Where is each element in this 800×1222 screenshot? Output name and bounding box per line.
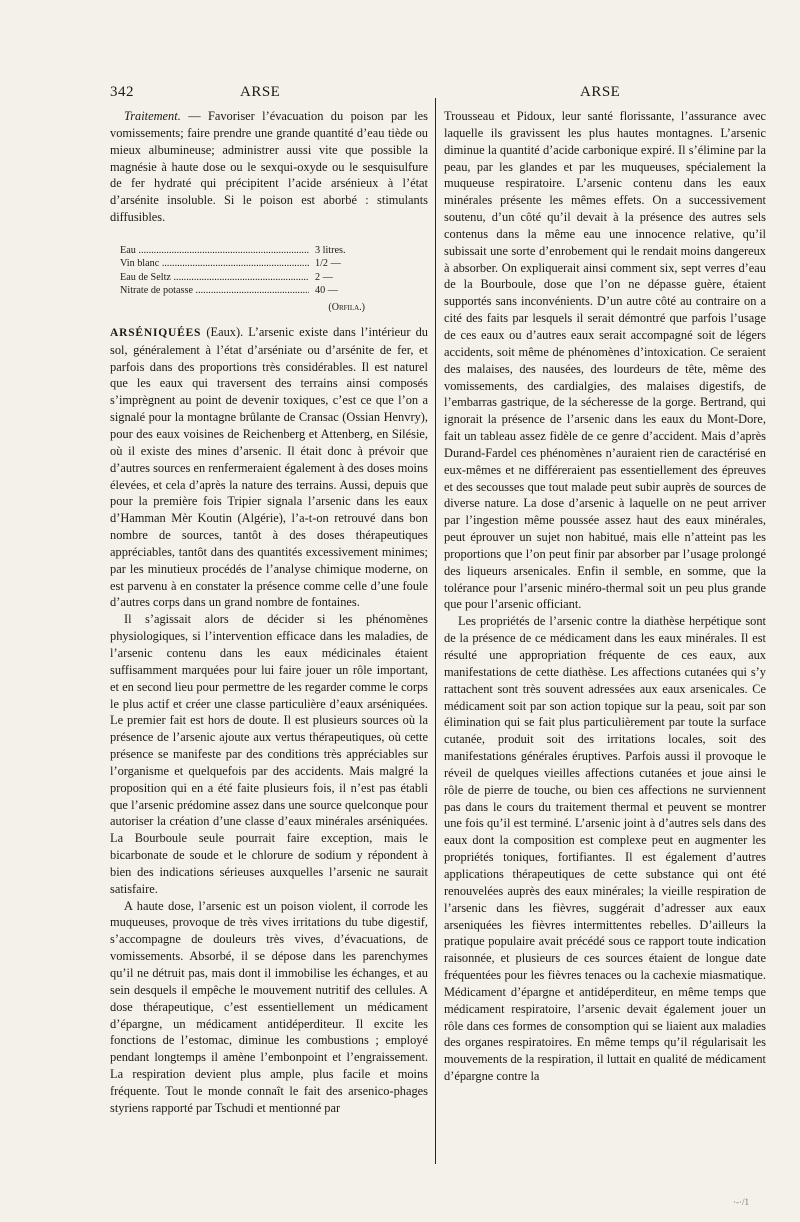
paragraph: A haute dose, l’arsenic est un poison violent, il corrode les muqueuses, provoque de très vives irritations du tube digestif, s’accompagne de douleurs très vives, d’évacuations, de vomissements. Absorbé, il se dépose dans les parenchymes qu’il ne détruit pas, mais dont il immobilise les échanges, et au sein desquels il empêche le mouvement nutritif des cellules. A dose thérapeutique, c’est essentiellement un médicament d’épargne, un médicament antidéperditeur. Il excite les fonctions de l’estomac, diminue les combustions ; employé pendant longtemps il amène l’embonpoint et l’engraissement. La respiration devient plus ample, plus facile et moins fréquente. Tout le monde connaît le fait des arsenico-phages styriens rapporté par Tschudi et mentionné par: [110, 898, 428, 1115]
recipe-quantity: 1/2 —: [315, 258, 341, 270]
running-head-right: ARSE: [580, 84, 621, 100]
right-column: [444, 108, 766, 1085]
recipe-quantity: 2 —: [315, 271, 333, 283]
left-column: [110, 108, 428, 1117]
treatment-text: — Favoriser l’évacuation du poison par les vomissements; faire prendre une grande quantité d’eau tiède ou mieux albumineuse; administrer aussi vite que possible la magnésie à haute dose ou le sexqui-oxyde ou le sesquisulfure de fer hydraté qui précipitent l’acide arsénieux à l’état d’arsénite insoluble. Si le poison est aborbé : stimulants diffusibles.: [110, 109, 428, 225]
treatment-paragraph: [110, 108, 428, 226]
recipe-quantity: 3 litres.: [315, 244, 346, 256]
running-head-left: ARSE: [240, 84, 281, 100]
section-title: ARSÉNIQUÉES: [110, 326, 202, 339]
recipe-ingredient: Eau de Seltz .....: [120, 271, 309, 284]
recipe-ingredient: Eau .....: [120, 244, 309, 257]
footer-mark: ·-·/1: [733, 1197, 749, 1207]
paragraph: L’arsenic existe dans l’intérieur du sol, généralement à l’état d’arséniate ou d’arsénite de fer, et parfois dans des proportions très considérables. Il est naturel que les eaux qui traversent des terrains ainsi composés s’imprègnent au point de devenir toxiques, c’est ce que l’on a signalé pour la montagne brûlante de Cransac (Ossian Henvry), pour des eaux voisines de Reichenberg et Attenberg, en Silésie, où il existe des mines d’arsenic. Il était donc à prévoir que d’autres sources en renfermeraient également à des doses moins élevées, et cela d’après la nature des terrains. Aussi, depuis que pour la première fois Tripier signala l’arsenic dans les eaux d’Hamman Mèr Koutin (Algérie), l’a-t-on retrouvé dans bon nombre de sources, tantôt à des doses thérapeutiques appréciables, tantôt dans des quantités excessivement minimes; par les minutieux procédés de l’analyse chimique moderne, on est parvenu à en constater la présence comme celle d’une foule d’autres corps dans un grand nombre de fontaines.: [110, 324, 428, 610]
recipe-row: [120, 257, 365, 270]
recipe-list: [120, 244, 428, 314]
recipe-source: (Orfila.): [328, 301, 365, 313]
recipe-quantity: 40 —: [315, 285, 338, 297]
paragraph: Trousseau et Pidoux, leur santé florissante, l’assurance avec laquelle ils gravissent les plus hautes montagnes. L’arsenic diminue la quantité d’acide carbonique expiré. Il s’élimine par la peau, par les glandes et par les muqueuses, spécialement la muqueuse respiratoire. L’arsenic contenu dans les eaux minérales présente les mêmes effets. On a successivement soutenu, d’un côté qu’il devait à la présence des autres sels contenus dans la même eau une innocence relative, qu’il subissait une sorte d’enrobement qui le rendait moins dangereux à absorber. On expliquerait ainsi comment six, sept verres d’eau de la Bourboule, dose que l’on ne dépasse guère, étaient supportés sans inconvénients. D’un autre côté au contraire on a cité des faits par lesquels il serait démontré que parfois l’usage de ces eaux ou d’autres eaux serait accompagné soit de légers accidents, soit même de phénomènes d’intoxication. Ce seraient des malaises, des nausées, des lourdeurs de tête, même des vomissements, des cardialgies, des malaises digestifs, de l’embarras gastrique, de la sécheresse de la gorge. Bertrand, qui ignorait la présence de l’arsenic dans les eaux du Mont-Dore, fait un tableau assez fidèle de ce genre d’accident. Mais d’après Durand-Fardel ces phénomènes n’auraient rien de caractérisé en eux-mêmes et ne différeraient pas essentiellement des épreuves et des secousses que tout malade peut subir auprès de sources de diverse nature. La dose d’arsenic à laquelle on ne peut arriver par l’ingestion même poussée assez haut des eaux minérales, peut éprouver un sujet non habitué, mais elle n’atteint pas les proportions que l’on peut finir par absorber par l’usage prolongé des liqueurs arsenicales. Enfin il semble, en somme, que la tolérance pour l’arsenic minéro-thermal soit un peu plus grande que pour l’arsenic officiant.: [444, 109, 766, 612]
recipe-row: [120, 244, 365, 257]
section-entry: [110, 324, 428, 611]
page-number: 342: [110, 84, 134, 100]
section-paren: (Eaux).: [201, 324, 244, 339]
recipe-row: [120, 284, 365, 297]
paragraph: Il s’agissait alors de décider si les phénomènes physiologiques, si l’intervention efficace dans les maladies, de l’arsenic contenu dans les eaux médicinales étaient suffisamment marquées pour lui faire jouer un rôle important, et en second lieu pour permettre de les regarder comme le corps le plus actif et créer une classe particulière d’eaux arséniquées. Le premier fait est hors de doute. Il est plusieurs sources où la présence de l’arsenic ajoute aux vertus thérapeutiques, où cette présence se manifeste par des conditions très appréciables sur l’organisme et quelquefois par des accidents. Mais malgré la proposition qui en a été faite plusieurs fois, il n’est pas établi que l’arsenic prédomine assez dans une source quelconque pour autoriser la création d’une classe d’eaux minérales arséniquées. La Bourboule seule pourrait faire exception, mais le bicarbonate de soude et le chlorure de sodium y répondent à bien des indications sérieuses auxquelles l’arsenic ne saurait satisfaire.: [110, 612, 428, 896]
recipe-row: [120, 271, 365, 284]
recipe-ingredient: Nitrate de potasse .....: [120, 284, 309, 297]
paragraph: Les propriétés de l’arsenic contre la diathèse herpétique sont de la présence de ce médicament dans les eaux minérales. Il est résulté une appropriation fréquente de ces eaux, aux manifestations de cette diathèse. Les affections cutanées qui s’y rattachent sont très souvent adressées aux eaux arsenicales. Ce médicament soit par son action topique sur la peau, soit par son élimination qui se fait plus particulièrement par toute la surface cutanée, produit soit des irritations locales, soit des manifestations générales éruptives. Parfois aussi il provoque le réveil de quelques vieilles affections cutanées et joue ainsi le rôle de pierre de touche, ou bien ces affections ne surviennent pas dans le cours du traitement thermal et peuvent se montrer une fois qu’il est terminé. L’arsenic joint à d’autres sels dans des eaux dont la composition est complexe peut en augmenter les propriétés toniques, fortifiantes. Il est également d’autres applications thérapeutiques de cette substance qui ont été renouvelées auprès des eaux minérales; la vieille respiration de l’arsenic dans les fièvres, suggérait d’adresser aux eaux arseniquées les fièvres intermittentes rebelles. D’ailleurs la pratique populaire avait précédé sous ce rapport toute indication raisonnée, et plusieurs de ces sources étaient de longue date fréquentées pour les fièvres tenaces ou la cachexie miasmatique. Médicament d’épargne et antidéperditeur, en même temps que médicament respiratoire, l’arsenic devait également jouer un rôle dans ces formes de consomption qui se liaient aux maladies des organes respiratoires. En même temps qu’il régularisait les mouvements de la respiration, il luttait en qualité de médicament d’épargne contre la: [444, 614, 766, 1084]
treatment-label: Traitement.: [124, 109, 181, 123]
recipe-ingredient: Vin blanc .....: [120, 257, 309, 270]
column-divider: [435, 98, 436, 1164]
